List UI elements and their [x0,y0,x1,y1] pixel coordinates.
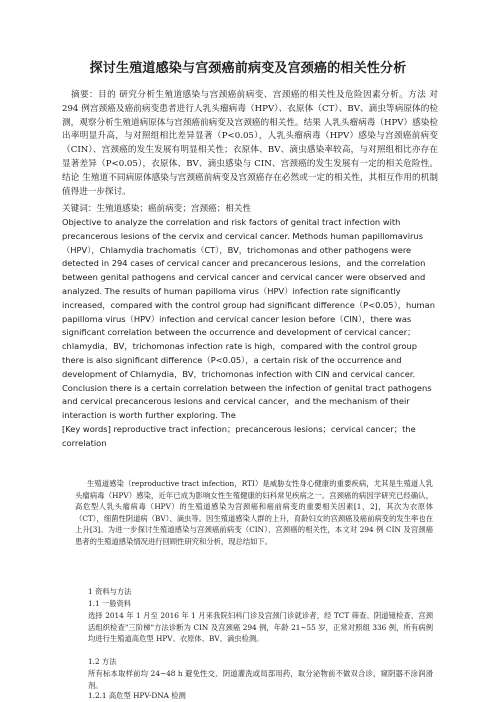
abstract-chinese: 摘要：目的 研究分析生殖道感染与宫颈癌前病变、宫颈癌的相关性及危险因素分析。方法 对 294 例宫颈癌及癌前病变患者进行人乳头瘤病毒（HPV）、衣原体（CT）、BV、滴虫等病原体的检测，观察分析生殖道病原体与宫颈癌前病变及宫颈癌的相关性。结果 人乳头瘤病毒（HPV）感染检出率明显升高，与对照组相比差异显著（P<0.05），人乳头瘤病毒（HPV）感染与宫颈癌前病变（CIN）、宫颈癌的发生发展有明显相关性；衣原体、BV、滴虫感染率较高，与对照组相比亦存在显著差异（P<0.05），衣原体、BV、滴虫感染与 CIN、宫颈癌的发生发展有一定的相关危险性。结论 生殖道不同病原体感染与宫颈癌前病变及宫颈癌存在必然或一定的相关性，其相互作用的机制值得进一步探讨。 [62,90,438,197]
paper-title: 探讨生殖道感染与宫颈癌前病变及宫颈癌的相关性分析 [89,61,407,76]
introduction-paragraph: 生殖道感染（reproductive tract infection，RTI）是威胁女性身心健康的重要疾病，尤其是生殖道人乳头瘤病毒（HPV）感染，近年已成为影响女性生殖健康的妇科常见疾病之一。宫颈癌的病因学研究已经确认，高危型人乳头瘤病毒（HPV）的生殖道感染为宫颈癌和癌前病变的重要相关因素[1，2]，其次为衣原体（CT），细菌性阴道病（BV）、滴虫等。因生殖道感染人群的上升，育龄妇女的宫颈癌及癌前病变的发生率也在上升[3]。为进一步探讨生殖道感染与宫颈癌前病变（CIN）、宫颈癌的相关性，本文对 294 例 CIN 及宫颈癌患者的生殖道感染情况进行回顾性研究和分析，现总结如下。 [75,479,433,546]
paragraph-1-1 [88,610,433,645]
introduction [75,478,433,547]
keywords-english: [Key words] reproductive tract infection；precancerous lesions；cervical cancer；the correlation [62,423,416,448]
paragraph-1-2-text: 所有标本取样前均 24~48 h 避免性交、阴道灌洗或局部用药，取分泌物前不做双合诊，窥阴器不涂润滑剂。 [88,669,433,690]
paragraph-1-2 [88,668,433,691]
keywords-chinese: 关键词：生殖道感染；癌前病变；宫颈癌；相关性 [62,204,252,214]
section-heading-1: 1 资料与方法 [88,587,132,596]
abstract-english-text: Objective to analyze the correlation and risk factors of genital tract infection with precancerous lesions of the cervix and cervical cancer. Methods human papillomavirus （HPV），Chlamydia trachomatis（CT），BV，trichomonas and other pathogens were detected in 294 cases of cervical cancer and precancerous lesions，and the correlation between genital pathogens and cervical cancer and cervical cancer were observed and analyzed. The results of human papilloma virus（HPV）infection rate significantly increased，compared with the control group had significant difference（P<0.05），human papilloma virus（HPV）infection and cervical cancer lesion before（CIN），there was significant correlation between the occurrence and development of cervical cancer；chlamydia，BV，trichomonas infection rate is high，compared with the control group there is also significant difference（P<0.05），a certain risk of the occurrence and development of Chlamydia，BV，trichomonas infection with CIN and cervical cancer. Conclusion there is a certain correlation between the infection of genital tract pathogens and cervical precancerous lesions and cervical cancer，and the mechanism of their interaction is worth further exploring. The [62,217,435,421]
section-heading-1-2-1: 1.2.1 高危型 HPV-DNA 检测 [88,691,186,700]
section-heading-1-2: 1.2 方法 [88,657,117,666]
paragraph-1-1-text: 选择 2014 年 1 月至 2016 年 1 月来我院妇科门诊及宫颈门诊就诊者，经 TCT 筛查、阴道镜检查、宫颈活组织检查"三阶梯"方法诊断为 CIN 及宫颈癌 294 例，年龄 21~55 岁，正常对照组 336 例，所有病例均进行生殖道高危型 HPV、衣原体、BV、滴虫检测。 [88,611,433,643]
section-heading-1-1: 1.1 一般资料 [88,599,132,608]
abstract-english [62,216,438,451]
